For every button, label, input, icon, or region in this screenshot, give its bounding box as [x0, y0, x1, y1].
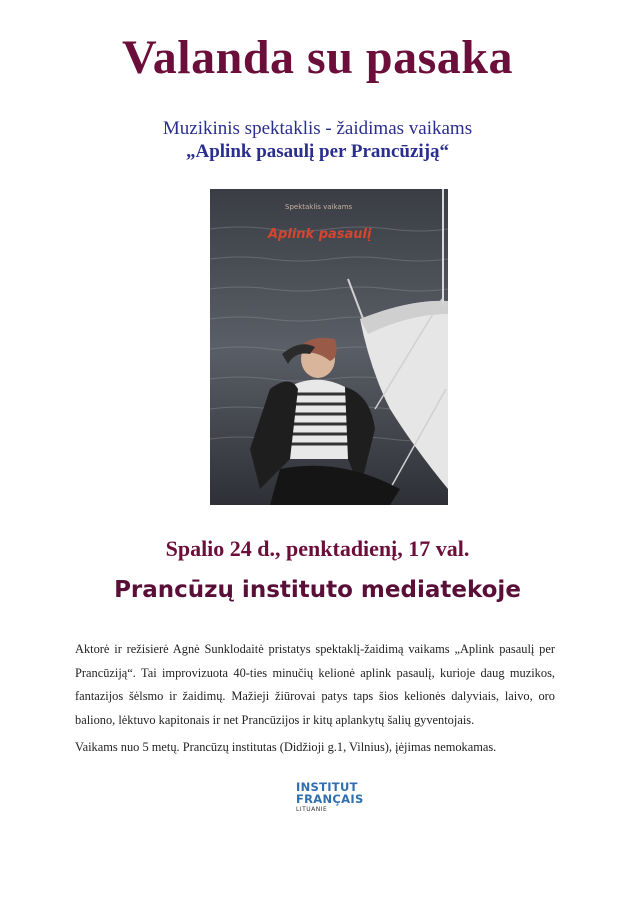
- subtitle: Muzikinis spektaklis - žaidimas vaikams: [162, 118, 473, 139]
- institut-francais-logo: [296, 781, 376, 821]
- event-description: Aktorė ir režisierė Agnė Sunklodaitė pristatys spektaklį-žaidimą vaikams „Aplink pasaulį per Prancūziją“. Tai improvizuota 40-ties minučių kelionė aplink pasaulį, kurioje daug muzikos, fantazijos šėlsmo ir žaidimų. Mažieji žiūrovai patys taps šios kelionės dalyviais, laivo, oro baliono, lėktuvo kapitonais ir net Prancūzijos ir kitų aplankytų šalių gyventojais.: [75, 642, 555, 727]
- event-venue: Prancūzų instituto mediatekoje: [114, 577, 521, 603]
- logo-line-1: INSTITUT: [296, 780, 358, 794]
- event-date: Spalio 24 d., penktadienį, 17 val.: [165, 536, 470, 561]
- logo-line-2: FRANÇAIS: [296, 792, 364, 806]
- event-info: Vaikams nuo 5 metų. Prancūzų institutas (Didžioji g.1, Vilnius), įėjimas nemokamas.: [75, 740, 497, 754]
- show-title: „Aplink pasaulį per Prancūziją“: [185, 141, 450, 162]
- poster-caption-title: Aplink pasaulį: [268, 227, 372, 242]
- logo-line-3: LITUANIE: [296, 806, 328, 813]
- poster-caption-small: Spektaklis vaikams: [285, 203, 353, 211]
- page-title: Valanda su pasaka: [122, 31, 513, 84]
- poster-image: [210, 189, 448, 505]
